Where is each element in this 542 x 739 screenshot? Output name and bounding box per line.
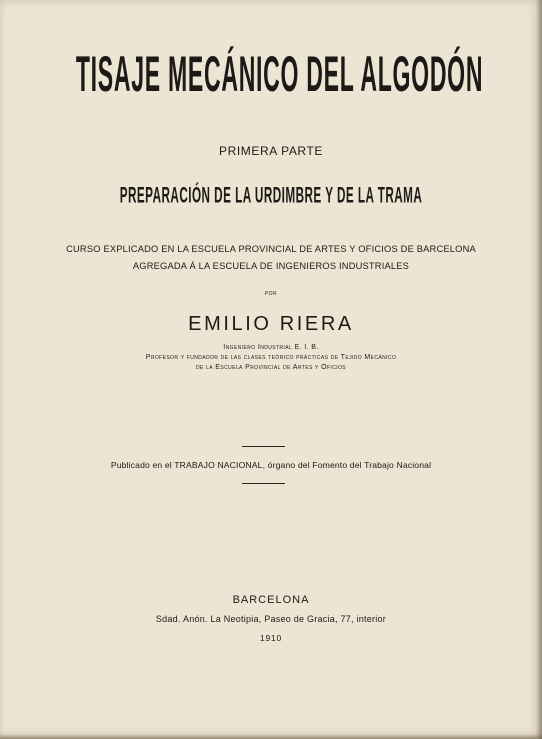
page-edge-shadow bbox=[536, 0, 542, 739]
book-title: TISAJE MECÁNICO DEL ALGODÓN bbox=[75, 46, 484, 102]
course-line-1: CURSO EXPLICADO EN LA ESCUELA PROVINCIAL DE ARTES Y OFICIOS DE BARCELONA bbox=[66, 244, 476, 254]
by-label: POR bbox=[264, 291, 278, 297]
page-bottom-shadow bbox=[0, 734, 542, 739]
author-credential-1: Ingeniero Industrial E. I. B. bbox=[223, 344, 319, 351]
course-line-2: AGREGADA Á LA ESCUELA DE INGENIEROS INDUSTRIALES bbox=[132, 261, 410, 271]
author-credential-2: Profesor y fundador de las clases teórico prácticas de Tejido Mecánico bbox=[145, 354, 397, 361]
imprint-year: 1910 bbox=[259, 633, 283, 643]
book-subtitle: PREPARACIÓN DE LA URDIMBRE Y DE LA TRAMA bbox=[119, 183, 423, 209]
author-credential-3: de la Escuela Provincial de Artes y Oficios bbox=[195, 364, 347, 371]
divider-bottom bbox=[242, 483, 285, 484]
publication-note: Publicado en el TRABAJO NACIONAL, órgano del Fomento del Trabajo Nacional bbox=[110, 460, 432, 470]
part-label: PRIMERA PARTE bbox=[218, 144, 324, 158]
divider-top bbox=[242, 446, 285, 447]
imprint-city: BARCELONA bbox=[232, 594, 310, 606]
author-name: EMILIO RIERA bbox=[188, 313, 354, 335]
imprint-printer: Sdad. Anón. La Neotipia, Paseo de Gracia, 77, interior bbox=[155, 614, 387, 624]
